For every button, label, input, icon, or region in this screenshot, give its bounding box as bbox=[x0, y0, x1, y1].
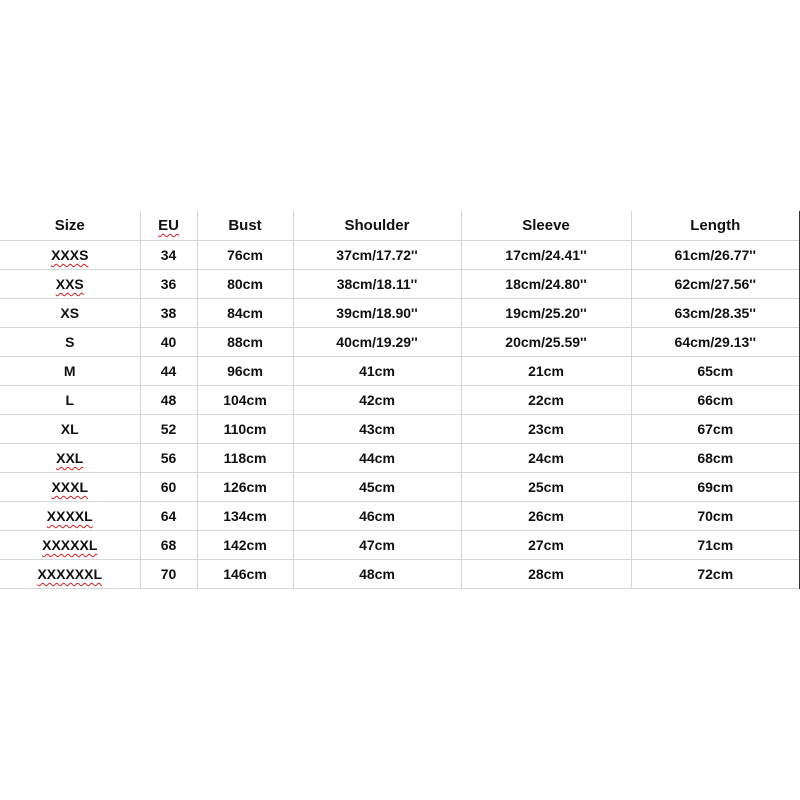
size-label: XXXXXL bbox=[42, 537, 98, 553]
cell-length: 61cm/26.77'' bbox=[631, 241, 800, 270]
header-sleeve: Sleeve bbox=[461, 211, 631, 241]
cell-eu: 56 bbox=[140, 444, 197, 473]
cell-bust: 134cm bbox=[197, 502, 293, 531]
cell-eu: 70 bbox=[140, 560, 197, 589]
size-label: XXXS bbox=[51, 247, 89, 263]
cell-bust: 110cm bbox=[197, 415, 293, 444]
cell-length: 63cm/28.35'' bbox=[631, 299, 800, 328]
table-row bbox=[0, 270, 800, 299]
cell-sleeve: 22cm bbox=[461, 386, 631, 415]
cell-length: 64cm/29.13'' bbox=[631, 328, 800, 357]
cell-eu: 34 bbox=[140, 241, 197, 270]
cell-sleeve: 21cm bbox=[461, 357, 631, 386]
cell-sleeve: 18cm/24.80'' bbox=[461, 270, 631, 299]
cell-shoulder: 46cm bbox=[293, 502, 461, 531]
cell-eu: 68 bbox=[140, 531, 197, 560]
table-row bbox=[0, 473, 800, 502]
size-label: XXXL bbox=[51, 479, 89, 495]
cell-sleeve: 28cm bbox=[461, 560, 631, 589]
cell-bust: 142cm bbox=[197, 531, 293, 560]
cell-bust: 118cm bbox=[197, 444, 293, 473]
table-row bbox=[0, 357, 800, 386]
header-shoulder: Shoulder bbox=[293, 211, 461, 241]
header-row bbox=[0, 211, 800, 241]
cell-shoulder: 47cm bbox=[293, 531, 461, 560]
size-label: XXL bbox=[56, 450, 84, 466]
cell-bust: 88cm bbox=[197, 328, 293, 357]
cell-size: L bbox=[0, 386, 140, 415]
cell-eu: 44 bbox=[140, 357, 197, 386]
size-label: XXXXL bbox=[46, 508, 93, 524]
cell-length: 69cm bbox=[631, 473, 800, 502]
cell-size bbox=[0, 560, 140, 589]
cell-shoulder: 37cm/17.72'' bbox=[293, 241, 461, 270]
cell-eu: 64 bbox=[140, 502, 197, 531]
cell-shoulder: 42cm bbox=[293, 386, 461, 415]
cell-sleeve: 27cm bbox=[461, 531, 631, 560]
cell-shoulder: 48cm bbox=[293, 560, 461, 589]
size-label: XXXXXXL bbox=[37, 566, 103, 582]
cell-length: 66cm bbox=[631, 386, 800, 415]
cell-sleeve: 17cm/24.41'' bbox=[461, 241, 631, 270]
cell-shoulder: 43cm bbox=[293, 415, 461, 444]
cell-size bbox=[0, 531, 140, 560]
cell-eu: 60 bbox=[140, 473, 197, 502]
cell-bust: 96cm bbox=[197, 357, 293, 386]
table-row bbox=[0, 386, 800, 415]
cell-shoulder: 41cm bbox=[293, 357, 461, 386]
cell-length: 72cm bbox=[631, 560, 800, 589]
cell-shoulder: 40cm/19.29'' bbox=[293, 328, 461, 357]
cell-bust: 126cm bbox=[197, 473, 293, 502]
table-row bbox=[0, 444, 800, 473]
cell-size: S bbox=[0, 328, 140, 357]
cell-sleeve: 26cm bbox=[461, 502, 631, 531]
cell-sleeve: 20cm/25.59'' bbox=[461, 328, 631, 357]
header-eu-text: EU bbox=[158, 217, 179, 234]
cell-shoulder: 44cm bbox=[293, 444, 461, 473]
cell-sleeve: 25cm bbox=[461, 473, 631, 502]
cell-shoulder: 39cm/18.90'' bbox=[293, 299, 461, 328]
cell-length: 71cm bbox=[631, 531, 800, 560]
table-row bbox=[0, 560, 800, 589]
cell-length: 65cm bbox=[631, 357, 800, 386]
cell-bust: 80cm bbox=[197, 270, 293, 299]
cell-size bbox=[0, 241, 140, 270]
size-chart-table bbox=[0, 211, 800, 589]
cell-eu: 48 bbox=[140, 386, 197, 415]
header-bust: Bust bbox=[197, 211, 293, 241]
cell-sleeve: 23cm bbox=[461, 415, 631, 444]
cell-sleeve: 19cm/25.20'' bbox=[461, 299, 631, 328]
cell-size bbox=[0, 473, 140, 502]
cell-eu: 52 bbox=[140, 415, 197, 444]
cell-shoulder: 38cm/18.11'' bbox=[293, 270, 461, 299]
table-row bbox=[0, 531, 800, 560]
table-row bbox=[0, 241, 800, 270]
cell-size bbox=[0, 270, 140, 299]
cell-bust: 104cm bbox=[197, 386, 293, 415]
cell-eu: 40 bbox=[140, 328, 197, 357]
cell-size: XS bbox=[0, 299, 140, 328]
cell-size bbox=[0, 444, 140, 473]
cell-length: 70cm bbox=[631, 502, 800, 531]
cell-length: 67cm bbox=[631, 415, 800, 444]
table-row bbox=[0, 502, 800, 531]
cell-size: M bbox=[0, 357, 140, 386]
cell-bust: 146cm bbox=[197, 560, 293, 589]
table-body bbox=[0, 241, 800, 589]
header-length: Length bbox=[631, 211, 800, 241]
cell-eu: 36 bbox=[140, 270, 197, 299]
table-row bbox=[0, 299, 800, 328]
table-row bbox=[0, 328, 800, 357]
cell-eu: 38 bbox=[140, 299, 197, 328]
cell-shoulder: 45cm bbox=[293, 473, 461, 502]
cell-bust: 76cm bbox=[197, 241, 293, 270]
header-size: Size bbox=[0, 211, 140, 241]
cell-length: 62cm/27.56'' bbox=[631, 270, 800, 299]
header-eu bbox=[140, 211, 197, 241]
size-label: XXS bbox=[55, 276, 84, 292]
cell-size bbox=[0, 502, 140, 531]
cell-size: XL bbox=[0, 415, 140, 444]
cell-bust: 84cm bbox=[197, 299, 293, 328]
cell-sleeve: 24cm bbox=[461, 444, 631, 473]
table-row bbox=[0, 415, 800, 444]
cell-length: 68cm bbox=[631, 444, 800, 473]
